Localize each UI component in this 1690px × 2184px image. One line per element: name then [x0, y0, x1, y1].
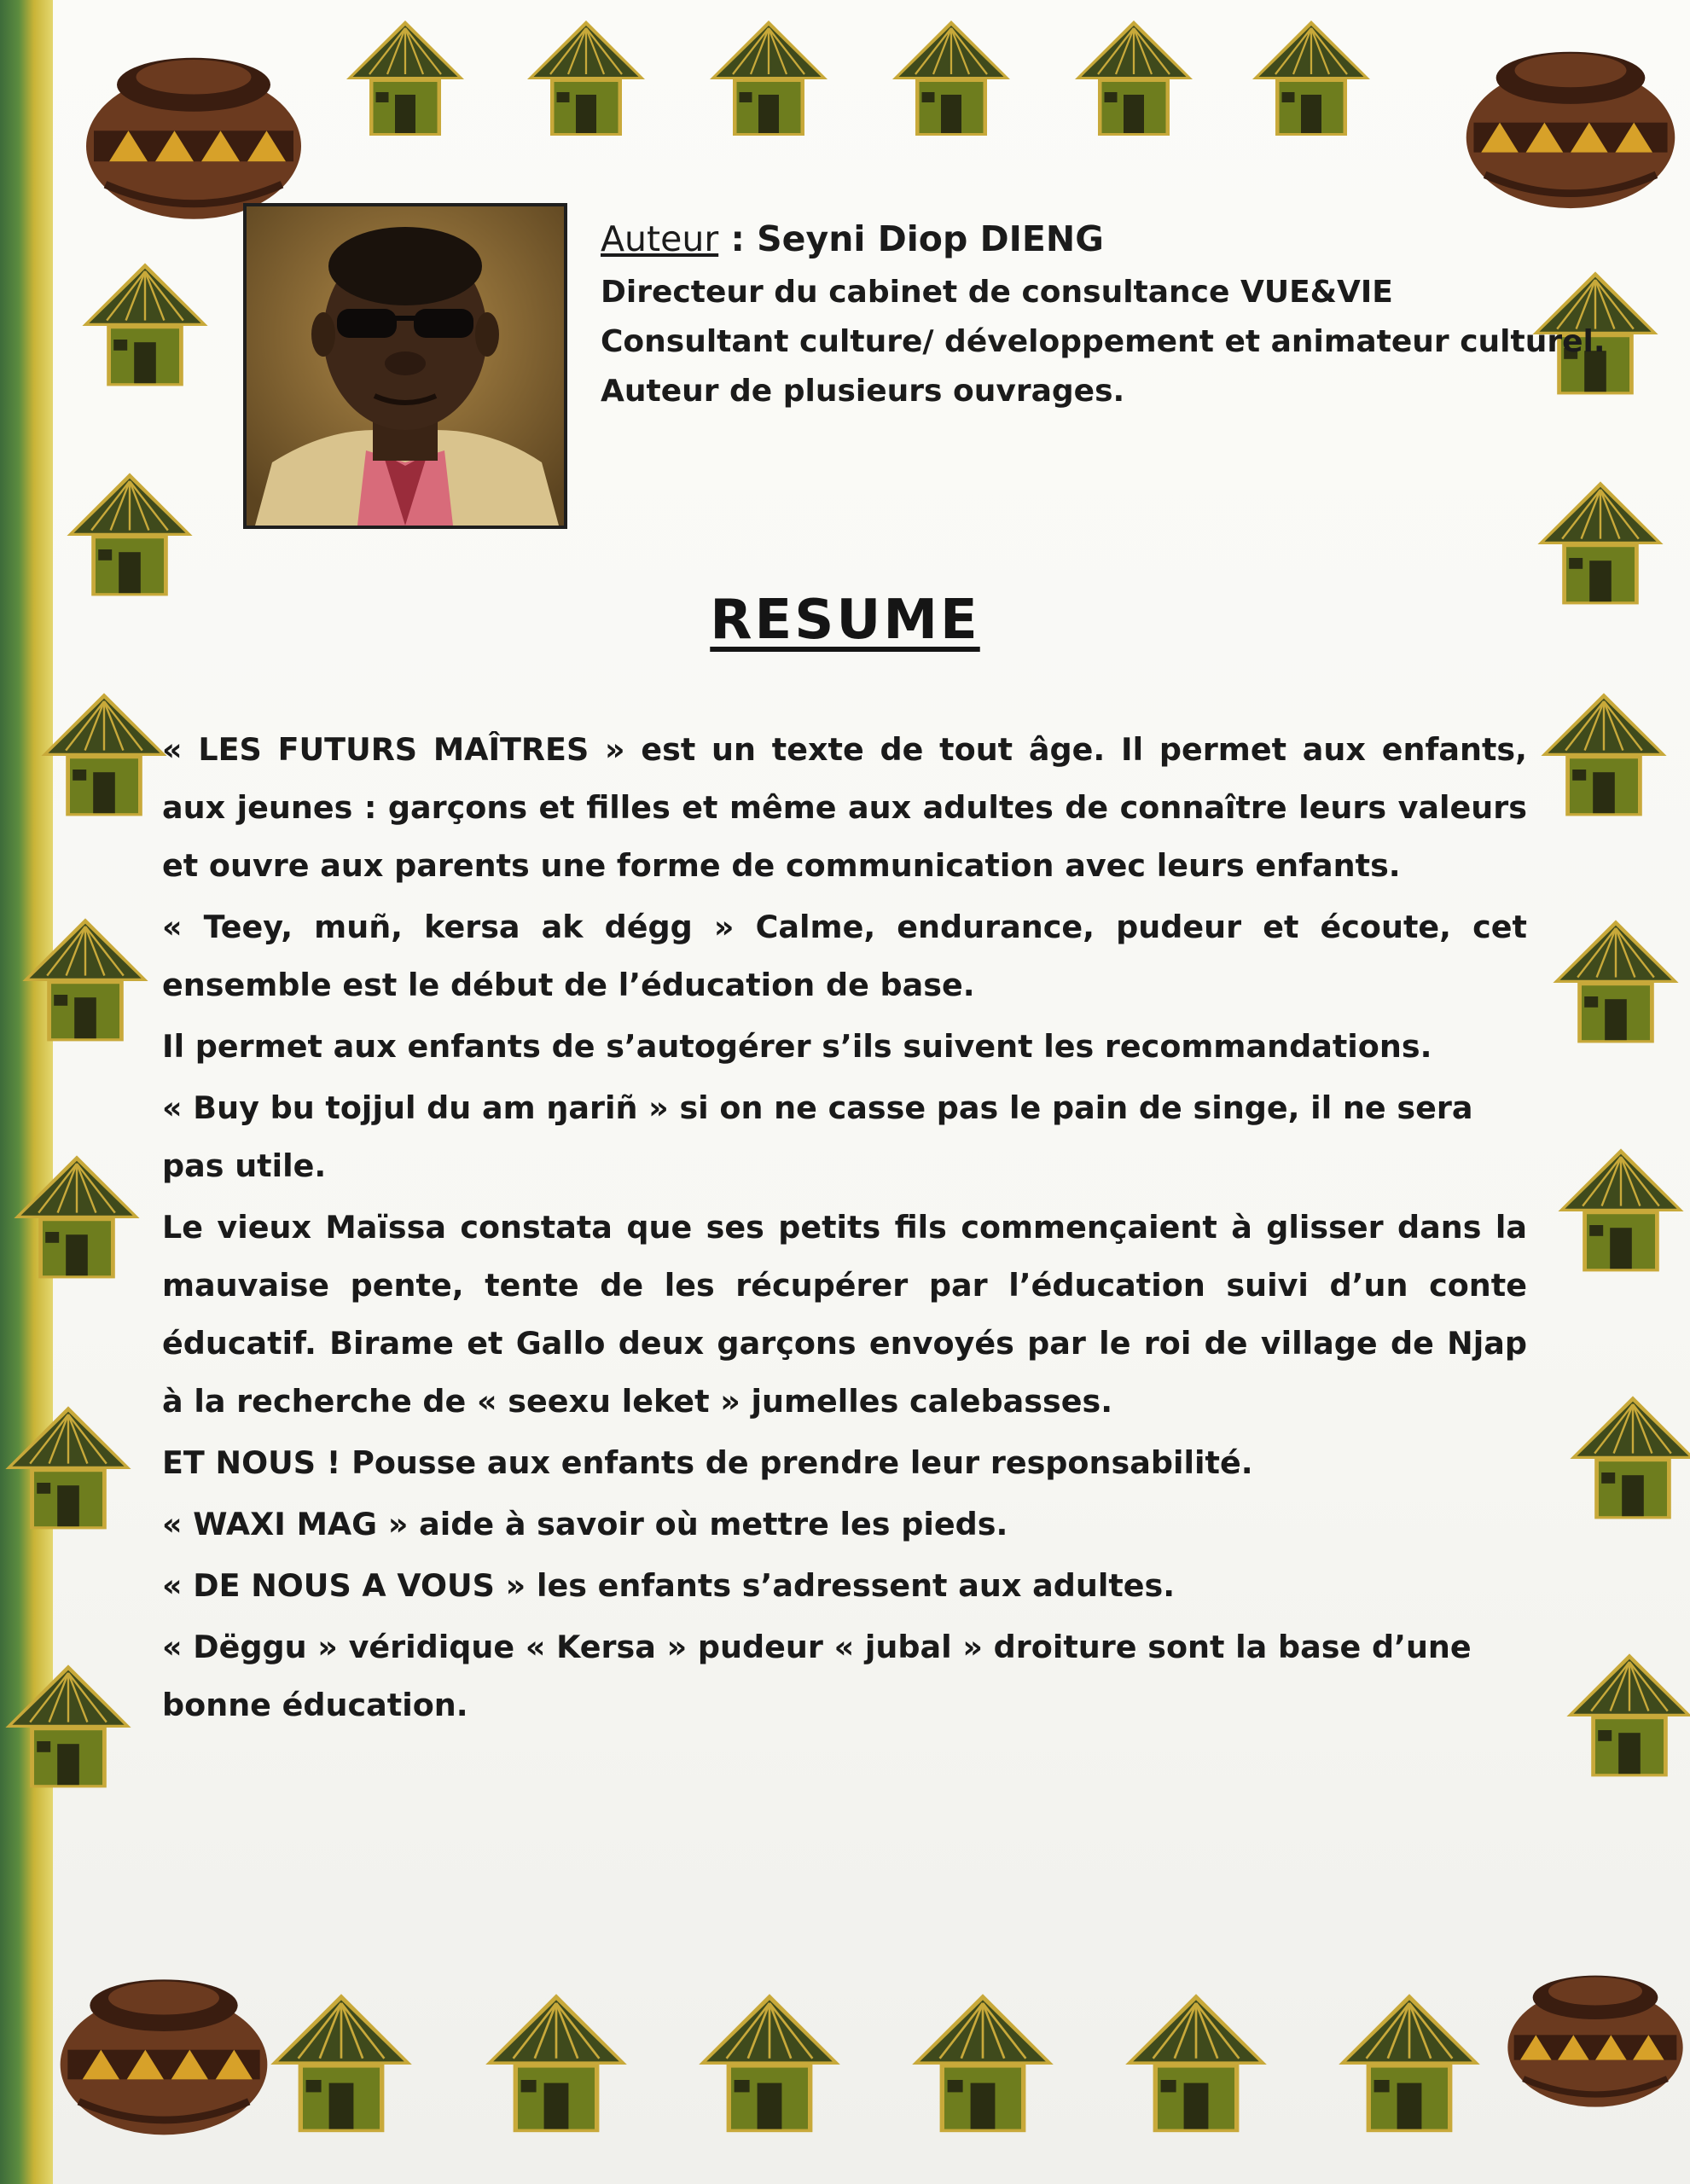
resume-title: RESUME — [710, 589, 980, 652]
hut-icon — [1561, 1648, 1690, 1788]
summary-paragraph: Il permet aux enfants de s’autogérer s’ils suivent les recommandations. — [162, 1028, 1432, 1065]
summary-paragraph: « LES FUTURS MAÎTRES » est un texte de tout âge. Il permet aux enfants, aux jeunes : garçons et filles et même aux adultes de connaître leurs valeurs et ouvre aux parents une forme de communication avec leurs enfants. — [162, 731, 1527, 884]
hut-icon — [1119, 1988, 1273, 2145]
hut-icon — [1247, 15, 1375, 147]
hut-icon — [1070, 15, 1198, 147]
hut-icon — [906, 1988, 1060, 2145]
summary-paragraph: Le vieux Maïssa constata que ses petits fils commençaient à glisser dans la mauvaise pente, tente de les récupérer par l’éducation suivi d’un conte éducatif. Birame et Gallo deux garçons envoyés par le roi de village de Njap à la recherche de « seexu leket » jumelles calebasses. — [162, 1209, 1527, 1420]
hut-icon — [9, 1150, 145, 1290]
author-label: Auteur — [601, 218, 719, 259]
hut-icon — [1565, 1391, 1690, 1531]
hut-icon — [1333, 1988, 1486, 2145]
summary-paragraph: ET NOUS ! Pousse aux enfants de prendre leur responsabilité. — [162, 1444, 1253, 1481]
calabash-pot-icon — [1501, 1954, 1689, 2117]
summary-paragraph: « Buy bu tojjul du am ŋariñ » si on ne casse pas le pain de singe, il ne sera pas utile. — [162, 1089, 1473, 1184]
hut-icon — [693, 1988, 846, 2145]
author-info — [601, 210, 1690, 416]
author-detail: Auteur de plusieurs ouvrages. — [601, 374, 1125, 409]
hut-icon — [264, 1988, 418, 2145]
hut-icon — [705, 15, 833, 147]
hut-icon — [1536, 688, 1672, 828]
hut-icon — [36, 688, 172, 828]
hut-icon — [61, 468, 198, 607]
hut-icon — [887, 15, 1015, 147]
hut-icon — [77, 258, 213, 398]
summary-paragraph: « Dëggu » véridique « Kersa » pudeur « jubal » droiture sont la base d’une bonne éducation. — [162, 1629, 1472, 1723]
calabash-pot-icon — [78, 31, 309, 230]
hut-icon — [479, 1988, 633, 2145]
calabash-pot-icon — [53, 1954, 275, 2146]
author-detail: Consultant culture/ développement et animateur culturel. — [601, 324, 1606, 359]
summary-paragraph: « WAXI MAG » aide à savoir où mettre les pieds. — [162, 1506, 1008, 1542]
hut-icon — [522, 15, 650, 147]
summary-paragraph: « DE NOUS A VOUS » les enfants s’adressent aux adultes. — [162, 1567, 1176, 1604]
resume-heading — [0, 589, 1690, 652]
hut-icon — [1548, 915, 1684, 1054]
author-detail: Directeur du cabinet de consultance VUE&VIE — [601, 275, 1393, 310]
author-heading — [601, 210, 1690, 268]
hut-icon — [0, 1401, 136, 1541]
summary-paragraph: « Teey, muñ, kersa ak dégg » Calme, endurance, pudeur et écoute, cet ensemble est le début de l’éducation de base. — [162, 909, 1527, 1003]
calabash-pot-icon — [1459, 26, 1682, 219]
hut-icon — [1553, 1143, 1689, 1283]
hut-icon — [17, 913, 154, 1053]
hut-icon — [341, 15, 469, 147]
hut-icon — [0, 1659, 136, 1799]
resume-body — [162, 721, 1527, 1738]
author-name: : Seyni Diop DIENG — [718, 218, 1104, 259]
author-portrait — [247, 206, 564, 526]
author-photo — [243, 203, 567, 529]
